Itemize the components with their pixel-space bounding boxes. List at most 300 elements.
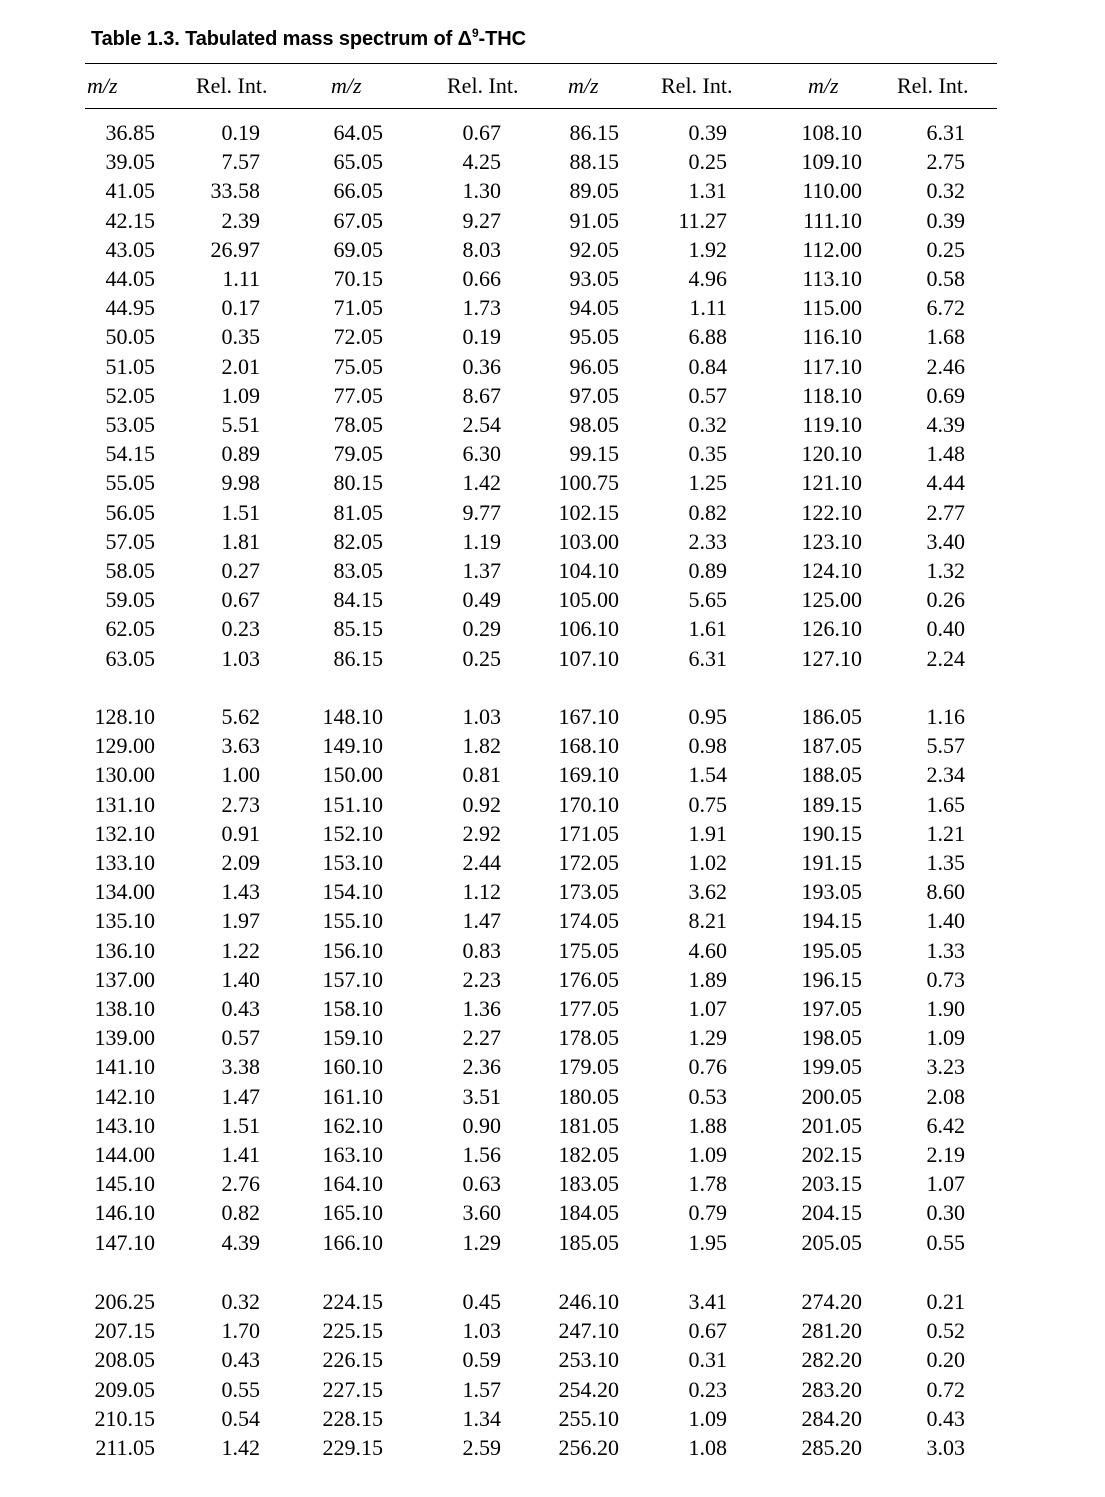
- rel-int-value: 0.27: [221, 558, 260, 583]
- mz-value: 168.10: [558, 733, 619, 759]
- mz-value: 165.10: [322, 1200, 383, 1226]
- mz-value: 67.05: [333, 207, 383, 233]
- mz-value: 126.10: [801, 616, 862, 642]
- rel-int-value: 26.97: [210, 236, 260, 262]
- rel-int-value: 1.36: [462, 996, 501, 1021]
- rel-int-value: 0.95: [688, 704, 727, 729]
- table-caption: [91, 26, 526, 51]
- mz-value: 190.15: [801, 820, 862, 846]
- rel-int-value: 1.31: [688, 178, 727, 204]
- mz-value: 43.05: [105, 236, 155, 262]
- mz-value: 163.10: [322, 1142, 383, 1167]
- mz-value: 226.15: [322, 1347, 383, 1373]
- mz-value: 118.10: [802, 382, 862, 408]
- rel-int-value: 1.91: [688, 820, 727, 846]
- mz-value: 206.25: [94, 1289, 155, 1314]
- mz-value: 89.05: [569, 178, 619, 204]
- mz-value: 282.20: [801, 1347, 862, 1373]
- rel-int-value: 2.59: [462, 1435, 501, 1460]
- rel-int-value: 1.11: [222, 266, 260, 291]
- rel-int-value: 0.52: [926, 1318, 965, 1344]
- rel-int-value: 4.96: [688, 266, 727, 291]
- rel-int-value: 1.16: [926, 704, 965, 729]
- rel-int-value: 1.81: [221, 528, 260, 554]
- mz-value: 166.10: [322, 1229, 383, 1255]
- mz-value: 184.05: [558, 1200, 619, 1226]
- mz-value: 194.15: [801, 908, 862, 934]
- mz-value: 100.75: [558, 470, 619, 496]
- rel-int-value: 6.31: [688, 645, 727, 671]
- mz-value: 59.05: [105, 587, 155, 613]
- rel-int-value: 0.91: [221, 820, 260, 846]
- rel-int-value: 1.00: [221, 762, 260, 788]
- mz-value: 209.05: [94, 1376, 155, 1402]
- rel-int-value: 0.26: [926, 587, 965, 613]
- rel-int-value: 1.65: [926, 791, 965, 817]
- rel-int-value: 0.76: [688, 1054, 727, 1080]
- rel-int-value: 0.66: [462, 266, 501, 291]
- rel-int-value: 2.73: [221, 791, 260, 817]
- mz-value: 200.05: [801, 1083, 862, 1109]
- mz-value: 148.10: [322, 704, 383, 729]
- rel-int-value: 1.21: [926, 820, 965, 846]
- rel-int-value: 1.43: [221, 879, 260, 905]
- mz-value: 247.10: [558, 1318, 619, 1344]
- mz-value: 224.15: [322, 1289, 383, 1314]
- rel-int-value: 11.27: [678, 207, 727, 233]
- rel-int-value: 1.42: [462, 470, 501, 496]
- rel-int-value: 0.81: [462, 762, 501, 788]
- mz-value: 203.15: [801, 1171, 862, 1197]
- mz-value: 56.05: [105, 499, 155, 525]
- mz-value: 150.00: [322, 762, 383, 788]
- mz-value: 117.10: [802, 353, 862, 379]
- rel-int-value: 0.69: [926, 382, 965, 408]
- mz-value: 159.10: [322, 1025, 383, 1051]
- mz-value: 79.05: [333, 441, 383, 467]
- rel-int-value: 1.51: [221, 499, 260, 525]
- mz-value: 86.15: [333, 645, 383, 671]
- rel-int-value: 9.77: [462, 499, 501, 525]
- mz-value: 36.85: [105, 120, 155, 145]
- mz-value: 169.10: [558, 762, 619, 788]
- mz-value: 196.15: [801, 966, 862, 992]
- mz-value: 138.10: [94, 996, 155, 1021]
- mz-value: 154.10: [322, 879, 383, 905]
- rel-int-value: 3.03: [926, 1435, 965, 1460]
- mz-value: 86.15: [569, 120, 619, 145]
- rel-int-value: 1.37: [462, 558, 501, 583]
- mz-value: 164.10: [322, 1171, 383, 1197]
- rel-int-value: 0.89: [221, 441, 260, 467]
- mz-value: 85.15: [333, 616, 383, 642]
- rel-int-value: 2.09: [221, 850, 260, 875]
- rel-int-value: 1.32: [926, 558, 965, 583]
- rel-int-value: 3.38: [221, 1054, 260, 1080]
- mz-value: 199.05: [801, 1054, 862, 1080]
- rel-int-value: 1.33: [926, 937, 965, 963]
- rel-int-value: 1.19: [462, 528, 501, 554]
- header-mz-1: m/z: [87, 73, 118, 98]
- rel-int-value: 0.89: [688, 558, 727, 583]
- rel-int-value: 0.39: [926, 207, 965, 233]
- mz-value: 274.20: [801, 1289, 862, 1314]
- mz-value: 146.10: [94, 1200, 155, 1226]
- mz-value: 53.05: [105, 412, 155, 437]
- rel-int-value: 0.40: [926, 616, 965, 642]
- mz-value: 71.05: [333, 295, 383, 321]
- rel-int-value: 2.44: [462, 850, 501, 875]
- mz-value: 161.10: [322, 1083, 383, 1109]
- mz-value: 175.05: [558, 937, 619, 963]
- rel-int-value: 1.95: [688, 1229, 727, 1255]
- rel-int-value: 0.57: [221, 1025, 260, 1051]
- mz-value: 104.10: [558, 558, 619, 583]
- rel-int-value: 1.12: [462, 879, 501, 905]
- rel-int-value: 0.82: [221, 1200, 260, 1226]
- rel-int-value: 1.09: [221, 382, 260, 408]
- rel-int-value: 2.08: [926, 1083, 965, 1109]
- mz-value: 81.05: [333, 499, 383, 525]
- rel-int-value: 8.67: [462, 382, 501, 408]
- rel-int-value: 1.97: [221, 908, 260, 934]
- mz-value: 145.10: [94, 1171, 155, 1197]
- rel-int-value: 1.09: [688, 1142, 727, 1167]
- mz-value: 147.10: [94, 1229, 155, 1255]
- mz-value: 157.10: [322, 966, 383, 992]
- mz-value: 254.20: [558, 1376, 619, 1402]
- mz-value: 54.15: [105, 441, 155, 467]
- mz-value: 41.05: [105, 178, 155, 204]
- mz-value: 211.05: [95, 1435, 155, 1460]
- rel-int-value: 1.11: [689, 295, 727, 321]
- rel-int-value: 3.23: [926, 1054, 965, 1080]
- mz-value: 195.05: [801, 937, 862, 963]
- mz-value: 143.10: [94, 1112, 155, 1138]
- rel-int-value: 0.43: [926, 1405, 965, 1431]
- mz-value: 91.05: [569, 207, 619, 233]
- rel-int-value: 0.17: [221, 295, 260, 321]
- rel-int-value: 1.30: [462, 178, 501, 204]
- rel-int-value: 5.62: [221, 704, 260, 729]
- rel-int-value: 0.58: [926, 266, 965, 291]
- rel-int-value: 2.34: [926, 762, 965, 788]
- rel-int-value: 1.34: [462, 1405, 501, 1431]
- rel-int-value: 0.19: [462, 324, 501, 350]
- table-top-rule: [85, 63, 997, 64]
- caption-superscript: 9: [471, 26, 479, 40]
- mz-value: 202.15: [801, 1142, 862, 1167]
- rel-int-value: 1.42: [221, 1435, 260, 1460]
- mz-value: 97.05: [569, 382, 619, 408]
- mz-value: 210.15: [94, 1405, 155, 1431]
- header-mz-2: m/z: [331, 73, 362, 98]
- mz-value: 107.10: [558, 645, 619, 671]
- mz-value: 193.05: [801, 879, 862, 905]
- rel-int-value: 1.70: [221, 1318, 260, 1344]
- rel-int-value: 1.57: [462, 1376, 501, 1402]
- rel-int-value: 0.90: [462, 1112, 501, 1138]
- mz-value: 173.05: [558, 879, 619, 905]
- rel-int-value: 1.92: [688, 236, 727, 262]
- mz-value: 92.05: [569, 236, 619, 262]
- rel-int-value: 0.75: [688, 791, 727, 817]
- rel-int-value: 0.32: [688, 412, 727, 437]
- mz-value: 205.05: [801, 1229, 862, 1255]
- mz-value: 88.15: [569, 149, 619, 175]
- mz-value: 111.10: [803, 207, 862, 233]
- mz-value: 70.15: [333, 266, 383, 291]
- mz-value: 129.00: [94, 733, 155, 759]
- rel-int-value: 2.33: [688, 528, 727, 554]
- mz-value: 139.00: [94, 1025, 155, 1051]
- rel-int-value: 0.63: [462, 1171, 501, 1197]
- rel-int-value: 3.62: [688, 879, 727, 905]
- mz-value: 66.05: [333, 178, 383, 204]
- mz-value: 141.10: [94, 1054, 155, 1080]
- mz-value: 109.10: [801, 149, 862, 175]
- mz-value: 188.05: [801, 762, 862, 788]
- mz-value: 110.00: [802, 178, 862, 204]
- mz-value: 155.10: [322, 908, 383, 934]
- mz-value: 180.05: [558, 1083, 619, 1109]
- mz-value: 119.10: [802, 412, 862, 437]
- rel-int-value: 5.65: [688, 587, 727, 613]
- mz-value: 156.10: [322, 937, 383, 963]
- rel-int-value: 0.92: [462, 791, 501, 817]
- rel-int-value: 1.89: [688, 966, 727, 992]
- rel-int-value: 1.73: [462, 295, 501, 321]
- rel-int-value: 0.36: [462, 353, 501, 379]
- mz-value: 181.05: [558, 1112, 619, 1138]
- rel-int-value: 0.45: [462, 1289, 501, 1314]
- rel-int-value: 8.21: [688, 908, 727, 934]
- rel-int-value: 8.03: [462, 236, 501, 262]
- mz-value: 115.00: [802, 295, 862, 321]
- rel-int-value: 2.77: [926, 499, 965, 525]
- rel-int-value: 2.01: [221, 353, 260, 379]
- rel-int-value: 0.83: [462, 937, 501, 963]
- mz-value: 116.10: [802, 324, 862, 350]
- rel-int-value: 0.82: [688, 499, 727, 525]
- rel-int-value: 3.60: [462, 1200, 501, 1226]
- mz-value: 197.05: [801, 996, 862, 1021]
- rel-int-value: 7.57: [221, 149, 260, 175]
- rel-int-value: 1.35: [926, 850, 965, 875]
- mz-value: 185.05: [558, 1229, 619, 1255]
- rel-int-value: 0.25: [926, 236, 965, 262]
- mz-value: 99.15: [569, 441, 619, 467]
- mz-value: 77.05: [333, 382, 383, 408]
- header-relint-1: Rel. Int.: [196, 73, 268, 98]
- rel-int-value: 0.73: [926, 966, 965, 992]
- rel-int-value: 1.22: [221, 937, 260, 963]
- mz-value: 136.10: [94, 937, 155, 963]
- mz-value: 158.10: [322, 996, 383, 1021]
- mz-value: 96.05: [569, 353, 619, 379]
- rel-int-value: 3.40: [926, 528, 965, 554]
- rel-int-value: 6.72: [926, 295, 965, 321]
- mz-value: 64.05: [333, 120, 383, 145]
- mz-value: 103.00: [558, 528, 619, 554]
- mz-value: 204.15: [801, 1200, 862, 1226]
- rel-int-value: 0.55: [221, 1376, 260, 1402]
- mz-value: 50.05: [105, 324, 155, 350]
- mz-value: 105.00: [558, 587, 619, 613]
- mz-value: 171.05: [558, 820, 619, 846]
- mz-value: 149.10: [322, 733, 383, 759]
- mz-value: 208.05: [94, 1347, 155, 1373]
- rel-int-value: 4.60: [688, 937, 727, 963]
- rel-int-value: 0.49: [462, 587, 501, 613]
- rel-int-value: 0.20: [926, 1347, 965, 1373]
- rel-int-value: 0.53: [688, 1083, 727, 1109]
- rel-int-value: 0.98: [688, 733, 727, 759]
- rel-int-value: 2.36: [462, 1054, 501, 1080]
- rel-int-value: 2.54: [462, 412, 501, 437]
- table-header-rule: [85, 108, 997, 109]
- rel-int-value: 0.23: [688, 1376, 727, 1402]
- rel-int-value: 0.54: [221, 1405, 260, 1431]
- mz-value: 124.10: [801, 558, 862, 583]
- rel-int-value: 0.79: [688, 1200, 727, 1226]
- mz-value: 122.10: [801, 499, 862, 525]
- rel-int-value: 2.19: [926, 1142, 965, 1167]
- rel-int-value: 4.44: [926, 470, 965, 496]
- rel-int-value: 3.51: [462, 1083, 501, 1109]
- rel-int-value: 5.51: [221, 412, 260, 437]
- mz-value: 132.10: [94, 820, 155, 846]
- header-relint-3: Rel. Int.: [661, 73, 733, 98]
- rel-int-value: 0.39: [688, 120, 727, 145]
- rel-int-value: 4.25: [462, 149, 501, 175]
- mz-value: 121.10: [801, 470, 862, 496]
- rel-int-value: 4.39: [221, 1229, 260, 1255]
- mz-value: 133.10: [94, 850, 155, 875]
- mz-value: 285.20: [801, 1435, 862, 1460]
- mz-value: 152.10: [322, 820, 383, 846]
- mz-value: 125.00: [801, 587, 862, 613]
- rel-int-value: 3.63: [221, 733, 260, 759]
- rel-int-value: 1.09: [926, 1025, 965, 1051]
- mz-value: 78.05: [333, 412, 383, 437]
- mz-value: 102.15: [558, 499, 619, 525]
- mz-value: 75.05: [333, 353, 383, 379]
- rel-int-value: 1.08: [688, 1435, 727, 1460]
- mz-value: 253.10: [558, 1347, 619, 1373]
- mz-value: 201.05: [801, 1112, 862, 1138]
- mz-value: 72.05: [333, 324, 383, 350]
- rel-int-value: 1.88: [688, 1112, 727, 1138]
- mz-value: 167.10: [558, 704, 619, 729]
- rel-int-value: 0.30: [926, 1200, 965, 1226]
- mz-value: 69.05: [333, 236, 383, 262]
- mz-value: 177.05: [558, 996, 619, 1021]
- rel-int-value: 6.88: [688, 324, 727, 350]
- rel-int-value: 0.35: [688, 441, 727, 467]
- rel-int-value: 1.78: [688, 1171, 727, 1197]
- mz-value: 39.05: [105, 149, 155, 175]
- header-relint-2: Rel. Int.: [447, 73, 519, 98]
- mz-value: 153.10: [322, 850, 383, 875]
- mz-value: 142.10: [94, 1083, 155, 1109]
- mz-value: 246.10: [558, 1289, 619, 1314]
- rel-int-value: 0.67: [462, 120, 501, 145]
- rel-int-value: 3.41: [688, 1289, 727, 1314]
- mz-value: 160.10: [322, 1054, 383, 1080]
- mz-value: 57.05: [105, 528, 155, 554]
- rel-int-value: 2.24: [926, 645, 965, 671]
- rel-int-value: 1.03: [462, 1318, 501, 1344]
- mz-value: 255.10: [558, 1405, 619, 1431]
- rel-int-value: 0.31: [688, 1347, 727, 1373]
- rel-int-value: 0.55: [926, 1229, 965, 1255]
- rel-int-value: 1.03: [221, 645, 260, 671]
- rel-int-value: 1.09: [688, 1405, 727, 1431]
- mz-value: 172.05: [558, 850, 619, 875]
- rel-int-value: 2.92: [462, 820, 501, 846]
- rel-int-value: 1.47: [221, 1083, 260, 1109]
- mz-value: 137.00: [94, 966, 155, 992]
- mz-value: 174.05: [558, 908, 619, 934]
- rel-int-value: 1.61: [688, 616, 727, 642]
- mz-value: 113.10: [802, 266, 862, 291]
- mz-value: 42.15: [105, 207, 155, 233]
- mz-value: 256.20: [558, 1435, 619, 1460]
- mz-value: 179.05: [558, 1054, 619, 1080]
- header-mz-4: m/z: [808, 73, 839, 98]
- mz-value: 183.05: [558, 1171, 619, 1197]
- mz-value: 135.10: [94, 908, 155, 934]
- mz-value: 112.00: [802, 236, 862, 262]
- rel-int-value: 1.29: [462, 1229, 501, 1255]
- mz-value: 58.05: [105, 558, 155, 583]
- rel-int-value: 1.40: [221, 966, 260, 992]
- rel-int-value: 2.76: [221, 1171, 260, 1197]
- rel-int-value: 0.43: [221, 1347, 260, 1373]
- mz-value: 82.05: [333, 528, 383, 554]
- rel-int-value: 0.57: [688, 382, 727, 408]
- rel-int-value: 0.23: [221, 616, 260, 642]
- mz-value: 283.20: [801, 1376, 862, 1402]
- rel-int-value: 0.21: [926, 1289, 965, 1314]
- mz-value: 62.05: [105, 616, 155, 642]
- mz-value: 207.15: [94, 1318, 155, 1344]
- mz-value: 128.10: [94, 704, 155, 729]
- rel-int-value: 2.23: [462, 966, 501, 992]
- rel-int-value: 0.29: [462, 616, 501, 642]
- mz-value: 144.00: [94, 1142, 155, 1167]
- mz-value: 131.10: [94, 791, 155, 817]
- mz-value: 93.05: [569, 266, 619, 291]
- mz-value: 229.15: [322, 1435, 383, 1460]
- rel-int-value: 4.39: [926, 412, 965, 437]
- rel-int-value: 1.54: [688, 762, 727, 788]
- mz-value: 281.20: [801, 1318, 862, 1344]
- rel-int-value: 2.27: [462, 1025, 501, 1051]
- mz-value: 80.15: [333, 470, 383, 496]
- rel-int-value: 0.32: [221, 1289, 260, 1314]
- rel-int-value: 2.46: [926, 353, 965, 379]
- mz-value: 198.05: [801, 1025, 862, 1051]
- mz-value: 123.10: [801, 528, 862, 554]
- rel-int-value: 1.68: [926, 324, 965, 350]
- rel-int-value: 2.75: [926, 149, 965, 175]
- rel-int-value: 1.41: [221, 1142, 260, 1167]
- rel-int-value: 0.59: [462, 1347, 501, 1373]
- rel-int-value: 6.30: [462, 441, 501, 467]
- mz-value: 178.05: [558, 1025, 619, 1051]
